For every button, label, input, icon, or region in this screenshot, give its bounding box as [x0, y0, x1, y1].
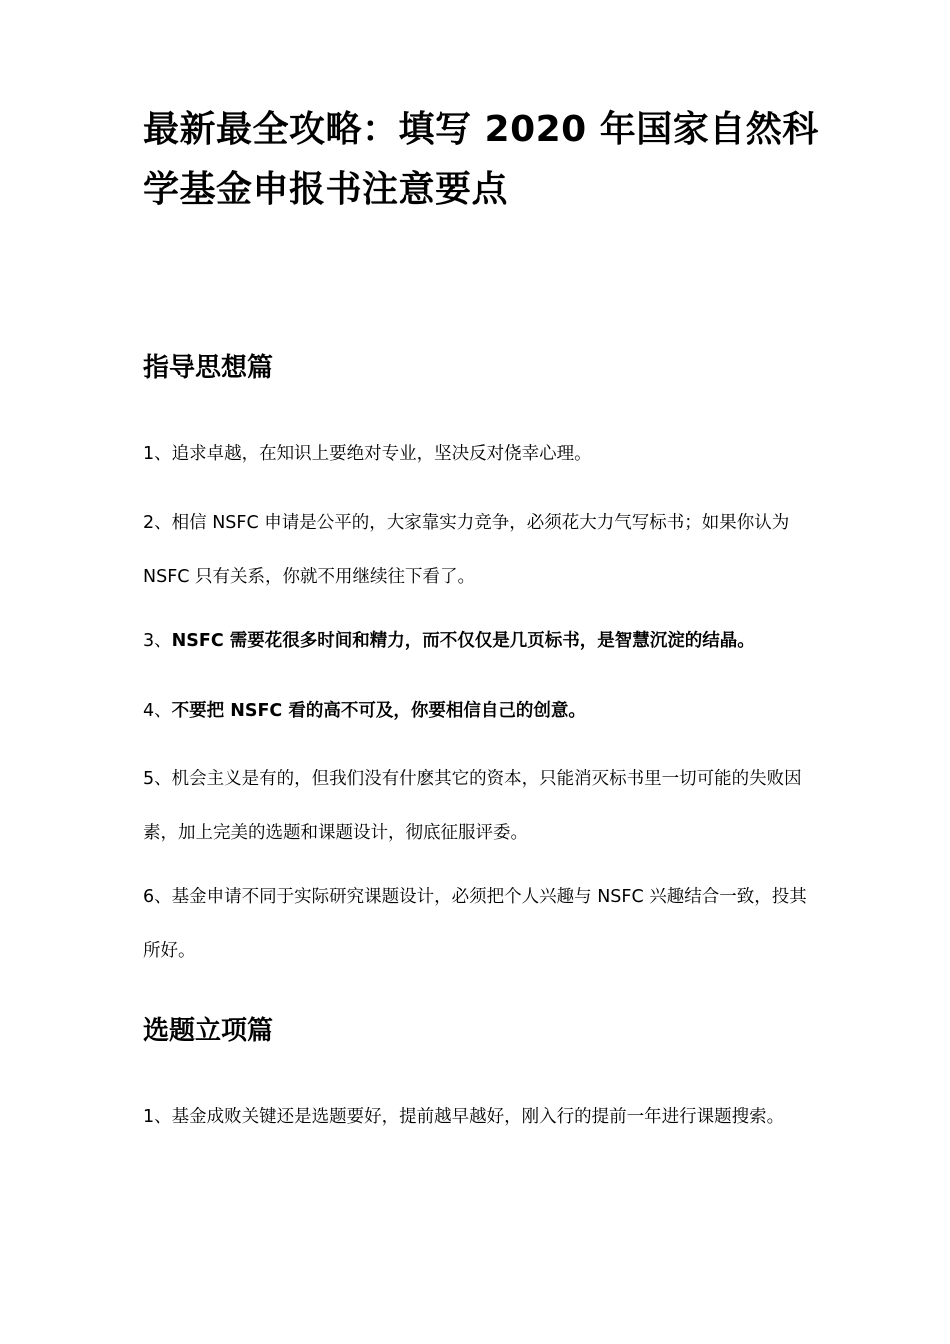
section-heading-guiding-thoughts: 指导思想篇 — [143, 353, 274, 383]
item-text: 相信 NSFC 申请是公平的，大家靠实力竞争，必须花大力气写标书；如果你认为 NSFC 只有关系，你就不用继续往下看了。 — [143, 513, 790, 587]
item-number: 5、 — [143, 769, 172, 789]
item-text: 基金申请不同于实际研究课题设计，必须把个人兴趣与 NSFC 兴趣结合一致，投其所好。 — [143, 887, 807, 961]
document-title: 最新最全攻略：填写 2020 年国家自然科学基金申报书注意要点 — [143, 109, 819, 210]
item-number: 6、 — [143, 887, 172, 907]
list-item — [143, 427, 813, 481]
list-item — [143, 752, 813, 860]
item-number: 4、 — [143, 701, 172, 721]
list-item — [143, 684, 813, 738]
item-text: 基金成败关键还是选题要好，提前越早越好，刚入行的提前一年进行课题搜索。 — [171, 1107, 785, 1127]
item-number: 2、 — [143, 513, 172, 533]
list-item — [143, 614, 813, 668]
item-number: 1、 — [143, 444, 172, 464]
list-item — [143, 496, 813, 604]
item-text: 追求卓越，在知识上要绝对专业，坚决反对侥幸心理。 — [171, 444, 592, 464]
item-number: 3、 — [143, 631, 172, 651]
list-item — [143, 870, 813, 978]
item-text-bold: 不要把 NSFC 看的高不可及，你要相信自己的创意。 — [171, 701, 586, 721]
item-text: 机会主义是有的，但我们没有什麽其它的资本，只能消灭标书里一切可能的失败因素，加上完美的选题和课题设计，彻底征服评委。 — [143, 769, 802, 843]
section-heading-topic-selection: 选题立项篇 — [143, 1016, 274, 1046]
item-text-bold: NSFC 需要花很多时间和精力，而不仅仅是几页标书，是智慧沉淀的结晶。 — [171, 631, 755, 651]
item-number: 1、 — [143, 1107, 172, 1127]
list-item — [143, 1090, 813, 1144]
